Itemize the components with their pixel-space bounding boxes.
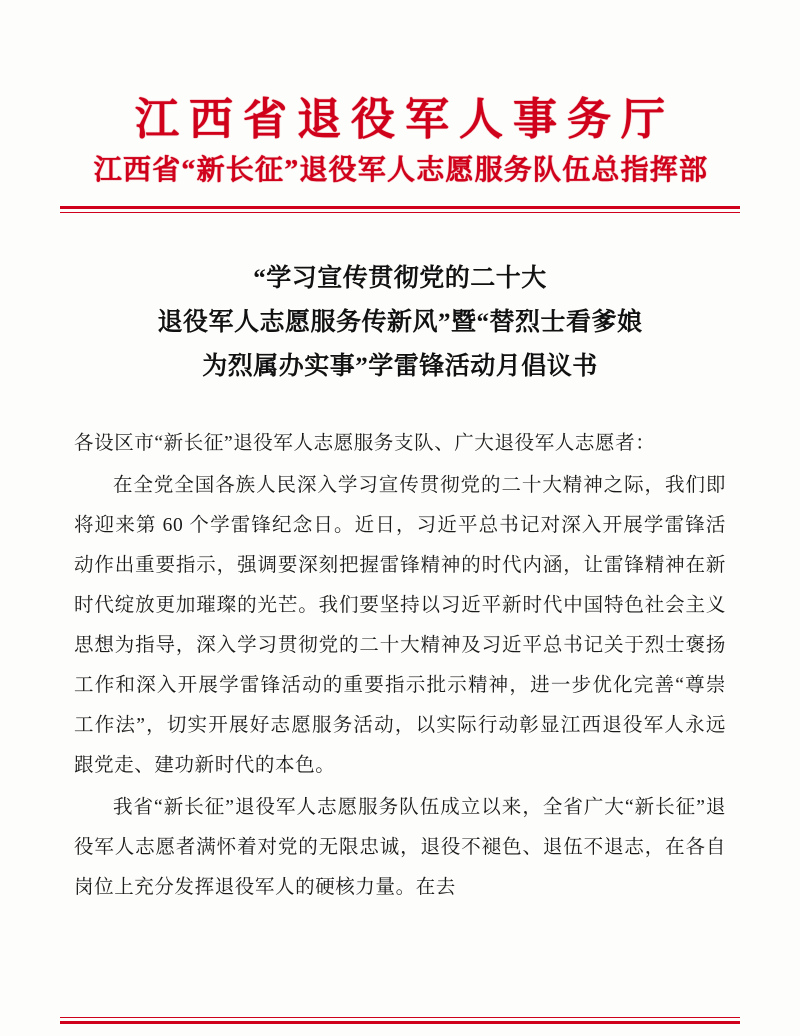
salutation: 各设区市“新长征”退役军人志愿服务支队、广大退役军人志愿者： — [74, 433, 656, 455]
page-title — [72, 257, 728, 388]
footer-divider-thin-line — [60, 1017, 740, 1018]
divider-thin-line — [60, 212, 740, 213]
body-paragraph-1: 在全党全国各族人民深入学习宣传贯彻党的二十大精神之际，我们即将迎来第 60 个学雷锋纪念日。近日，习近平总书记对深入开展学雷锋活动作出重要指示，强调要深刻把握雷锋精神的时代内涵，让雷锋精神在新时代绽放更加璀璨的光芒。我们要坚持以习近平新时代中国特色社会主义思想为指导，深入学习贯彻党的二十大精神及习近平总书记关于烈士褒扬工作和深入开展学雷锋活动的重要指示批示精神，进一步优化完善“尊崇工作法”，切实开展好志愿服务活动，以实际行动彰显江西退役军人永远跟党走、建功新时代的本色。 — [74, 475, 726, 777]
page-title-line-1: “学习宣传贯彻党的二十大 — [253, 265, 547, 293]
footer-divider-thick-line — [60, 1021, 740, 1024]
page-title-line-3: 为烈属办实事”学雷锋活动月倡议书 — [202, 352, 598, 380]
document-body — [74, 424, 726, 908]
issuing-organization: 江西省退役军人事务厅 — [135, 95, 675, 144]
document-masthead — [0, 0, 800, 190]
footer-divider — [60, 1017, 740, 1024]
page-title-line-2: 退役军人志愿服务传新风”暨“替烈士看爹娘 — [157, 308, 643, 336]
body-paragraph-2: 我省“新长征”退役军人志愿服务队伍成立以来，全省广大“新长征”退役军人志愿者满怀着对党的无限忠诚，退役不褪色、退伍不退志，在各自岗位上充分发挥退役军人的硬核力量。在去 — [74, 797, 726, 899]
divider-thick-line — [60, 206, 740, 209]
masthead-divider — [60, 206, 740, 213]
issuing-sub-organization: 江西省“新长征”退役军人志愿服务队伍总指挥部 — [93, 155, 709, 186]
